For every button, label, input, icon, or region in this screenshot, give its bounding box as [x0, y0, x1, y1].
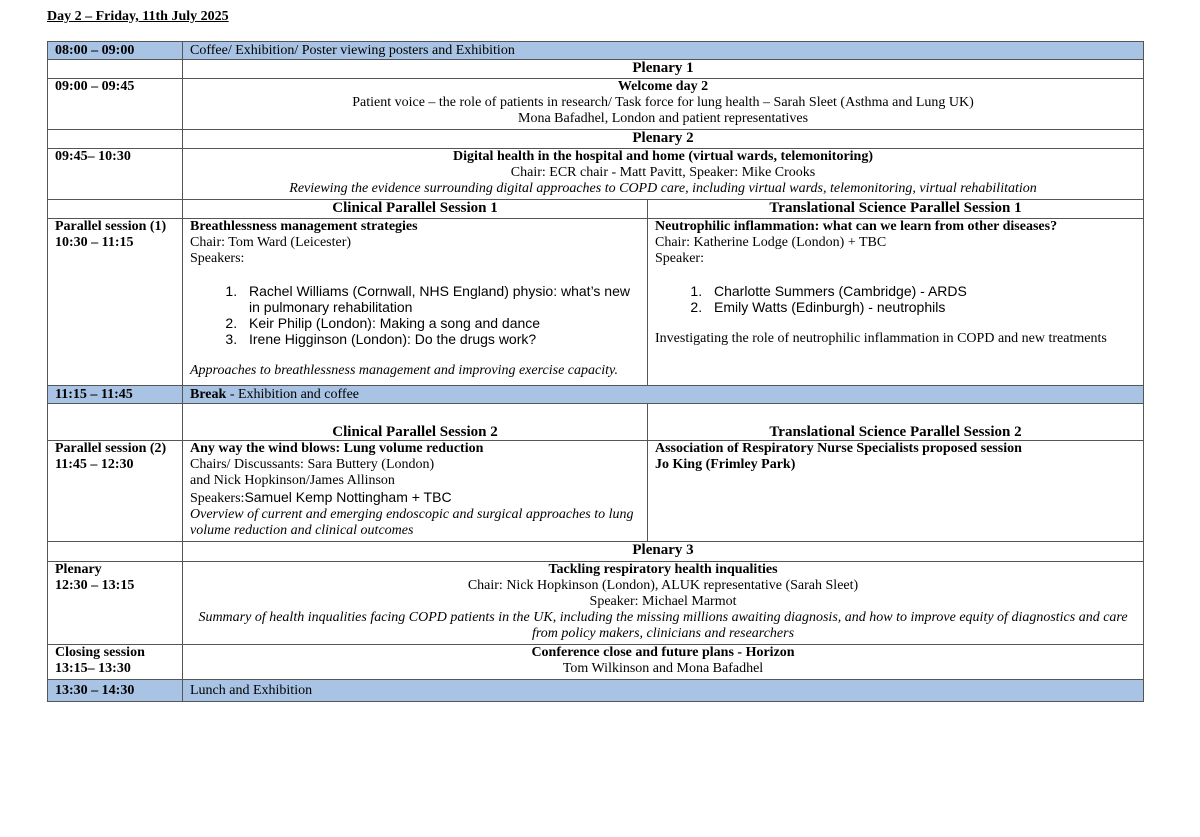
time-cell	[48, 562, 183, 645]
lunch-row	[48, 680, 1144, 702]
translational-session2-content	[648, 441, 1144, 542]
parallel2-heading-row	[48, 404, 1144, 441]
parallel2-row	[48, 441, 1144, 542]
clinical-session1-heading: Clinical Parallel Session 1	[183, 200, 648, 219]
plenary1-heading-row	[48, 60, 1144, 79]
plenary2-heading: Plenary 2	[183, 130, 1144, 149]
break-content	[183, 386, 1144, 404]
plenary3-heading: Plenary 3	[183, 542, 1144, 562]
time-cell: 09:00 – 09:45	[48, 79, 183, 130]
spacer	[655, 267, 1136, 283]
clinical-session2-description: Overview of current and emerging endoscopic and surgical approaches to lung volume reduction and clinical outcomes	[190, 507, 634, 538]
clinical-session1-content	[183, 219, 648, 386]
time-cell: 09:45– 10:30	[48, 149, 183, 200]
parallel1-heading-row	[48, 200, 1144, 219]
translational-session2-title: Association of Respiratory Nurse Specialists proposed session	[655, 441, 1022, 456]
speakers-label: Speakers:	[190, 491, 245, 506]
plenary1-heading: Plenary 1	[183, 60, 1144, 79]
empty-cell	[48, 200, 183, 219]
clinical-session1-title: Breathlessness management strategies	[190, 219, 418, 234]
empty-cell	[48, 60, 183, 79]
speaker-item: 1. Charlotte Summers (Cambridge) - ARDS	[706, 283, 1136, 299]
clinical-session1-speakers-label: Speakers:	[190, 251, 245, 266]
empty-cell	[48, 404, 183, 441]
break-text: - Exhibition and coffee	[226, 386, 360, 402]
spacer	[190, 347, 640, 363]
translational-session1-speaker-list	[655, 283, 1136, 315]
translational-session2-heading: Translational Science Parallel Session 2	[648, 404, 1144, 441]
speaker-item: 2. Emily Watts (Edinburgh) - neutrophils	[706, 299, 1136, 315]
plenary3-description: Summary of health inqualities facing COPD patients in the UK, including the missing millions awaiting diagnosis, and how to improve equity of diagnostics and care from policy makers, clinicians and researchers	[198, 610, 1128, 641]
plenary1-line2: Mona Bafadhel, London and patient representatives	[518, 111, 809, 126]
translational-session2-subtitle: Jo King (Frimley Park)	[655, 457, 796, 472]
clinical-session1-speaker-list	[190, 283, 640, 347]
spacer	[190, 267, 640, 283]
translational-session1-heading: Translational Science Parallel Session 1	[648, 200, 1144, 219]
plenary3-label: Plenary	[55, 562, 102, 577]
closing-content	[183, 645, 1144, 680]
plenary3-title: Tackling respiratory health inqualities	[548, 562, 778, 577]
parallel1-row	[48, 219, 1144, 386]
plenary3-time: 12:30 – 13:15	[55, 578, 135, 593]
spacer	[655, 315, 1136, 331]
speaker-item: 3. Irene Higginson (London): Do the drugs work?	[241, 331, 640, 347]
clinical-session2-content	[183, 441, 648, 542]
time-cell	[48, 645, 183, 680]
closing-row	[48, 645, 1144, 680]
time-cell: 08:00 – 09:00	[48, 42, 183, 60]
translational-session1-speaker-label: Speaker:	[655, 251, 704, 266]
plenary3-heading-row	[48, 542, 1144, 562]
plenary3-chair: Chair: Nick Hopkinson (London), ALUK representative (Sarah Sleet)	[467, 578, 859, 593]
parallel2-time: 11:45 – 12:30	[55, 457, 134, 472]
speakers-text: Samuel Kemp Nottingham + TBC	[244, 489, 452, 505]
parallel1-time: 10:30 – 11:15	[55, 235, 134, 250]
plenary2-description: Reviewing the evidence surrounding digital approaches to COPD care, including virtual wards, telemonitoring, virtual rehabilitation	[289, 181, 1037, 196]
day-title: Day 2 – Friday, 11th July 2025	[47, 9, 229, 24]
plenary2-heading-row	[48, 130, 1144, 149]
lunch-text: Lunch and Exhibition	[183, 680, 1144, 702]
clinical-session2-heading: Clinical Parallel Session 2	[183, 404, 648, 441]
time-cell	[48, 441, 183, 542]
plenary1-row	[48, 79, 1144, 130]
empty-cell	[48, 130, 183, 149]
agenda-table	[47, 41, 1144, 702]
translational-session1-content	[648, 219, 1144, 386]
closing-time: 13:15– 13:30	[55, 661, 131, 676]
coffee-text: Coffee/ Exhibition/ Poster viewing posters and Exhibition	[183, 42, 1144, 60]
plenary3-row	[48, 562, 1144, 645]
break-label: Break	[190, 386, 227, 402]
plenary3-content	[183, 562, 1144, 645]
time-cell	[48, 219, 183, 386]
clinical-session2-chairs-line1: Chairs/ Discussants: Sara Buttery (London)	[190, 457, 435, 472]
clinical-session1-description: Approaches to breathlessness management and improving exercise capacity.	[190, 363, 618, 378]
speaker-item: 2. Keir Philip (London): Making a song and dance	[241, 315, 640, 331]
plenary3-speaker: Speaker: Michael Marmot	[589, 594, 737, 609]
clinical-session2-title: Any way the wind blows: Lung volume reduction	[190, 441, 484, 456]
closing-label: Closing session	[55, 645, 145, 660]
plenary2-content	[183, 149, 1144, 200]
plenary2-row	[48, 149, 1144, 200]
plenary2-title: Digital health in the hospital and home (virtual wards, telemonitoring)	[453, 149, 874, 164]
translational-session1-description: Investigating the role of neutrophilic inflammation in COPD and new treatments	[655, 331, 1107, 346]
parallel2-label: Parallel session (2)	[55, 441, 167, 456]
translational-session1-title: Neutrophilic inflammation: what can we learn from other diseases?	[655, 219, 1058, 234]
plenary1-line1: Patient voice – the role of patients in research/ Task force for lung health – Sarah Sleet (Asthma and Lung UK)	[352, 95, 974, 110]
speaker-item: 1. Rachel Williams (Cornwall, NHS England) physio: what’s new in pulmonary rehabilitation	[241, 283, 640, 315]
plenary2-chair: Chair: ECR chair - Matt Pavitt, Speaker: Mike Crooks	[510, 165, 816, 180]
plenary1-title: Welcome day 2	[617, 79, 709, 94]
time-cell: 11:15 – 11:45	[48, 386, 183, 404]
parallel1-label: Parallel session (1)	[55, 219, 167, 234]
clinical-session1-chair: Chair: Tom Ward (Leicester)	[190, 235, 352, 250]
time-cell: 13:30 – 14:30	[48, 680, 183, 702]
plenary1-content	[183, 79, 1144, 130]
translational-session1-chair: Chair: Katherine Lodge (London) + TBC	[655, 235, 887, 250]
clinical-session2-speakers	[190, 489, 640, 507]
closing-title: Conference close and future plans - Horizon	[531, 645, 795, 660]
coffee-row	[48, 42, 1144, 60]
closing-names: Tom Wilkinson and Mona Bafadhel	[562, 661, 764, 676]
clinical-session2-chairs-line2: and Nick Hopkinson/James Allinson	[190, 473, 395, 488]
break-row	[48, 386, 1144, 404]
empty-cell	[48, 542, 183, 562]
